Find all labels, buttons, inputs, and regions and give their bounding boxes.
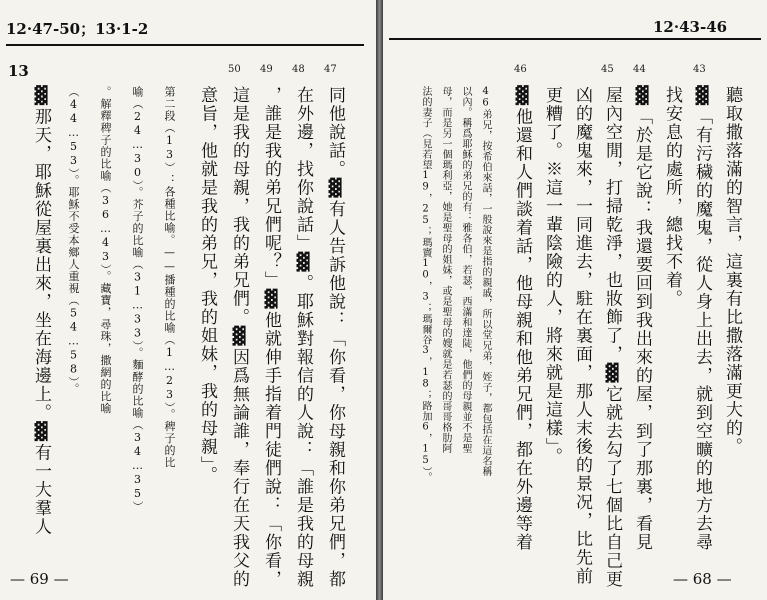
text-column: 更糟了。※這一輩陰險的人，將來就是這樣」。	[542, 86, 562, 466]
book-gutter	[376, 0, 383, 600]
text-column: ，誰是我的弟兄們呢？」▓他就伸手指着門徒們說：「你看，	[261, 86, 281, 589]
text-column: 這是我的母親，我的弟兄們。▓因爲無論誰，奉行在天我父的	[229, 86, 249, 589]
right-page	[383, 0, 767, 600]
right-running-header: 12·43-46	[653, 18, 728, 36]
text-column: ▓他還和人們談着話，他母親和他弟兄們，都在外邊等着	[512, 86, 532, 552]
footnote-column: 46弟兄，按希伯來話，一般說來是指的親戚，所以堂兄弟，姪子，都包括在這名稱	[480, 86, 491, 477]
text-column: 屋內空閒，打掃乾淨，也妝飾了，▓它就去勾了七個比自己更	[602, 86, 622, 589]
text-column: ▓「於是它說：我還要回到我出來的屋，到了那裏，看見	[632, 86, 652, 552]
text-column: ▓「有污穢的魔鬼，從人身上出去，就到空曠的地方去尋	[692, 86, 712, 552]
text-column: 意旨，他就是我的弟兄，我的姐妹，我的母親」。	[197, 86, 217, 485]
footnote-column: 法的妻子（見若望19，25；瑪竇10，3；瑪爾谷3，18；路加6，15）。	[420, 86, 431, 483]
text-column: 同他說話。▓有人告訴他說：「你看，你母親和你弟兄們，都	[325, 86, 345, 589]
text-column: 找安息的處所，總找不着。	[662, 86, 682, 308]
section-summary-column: 喻（24…30）。芥子的比喻（31…33）。麵酵的比喻（34…35）	[131, 86, 144, 513]
left-header-rule	[6, 44, 364, 46]
verse-number: 47	[324, 64, 337, 75]
section-summary-column: 第二段（13）：各種比喻。——播種的比喻（1…23）。稗子的比	[163, 86, 176, 469]
verse-number: 43	[693, 64, 706, 75]
chapter-number: 13	[8, 62, 29, 80]
left-running-header: 12·47-50；13·1-2	[6, 20, 149, 38]
text-column: 在外邊，找你說話」▓。耶穌對報信的人說：「誰是我的母親	[293, 86, 313, 589]
right-page-number: — 68 —	[673, 570, 732, 588]
section-summary-column: 。解釋稗子的比喻（36…43）。藏寶，尋珠，撒網的比喻	[99, 86, 112, 415]
left-page	[0, 0, 376, 600]
section-summary-column: （44…53）。耶穌不受本鄉人重視（54…58）。	[67, 86, 80, 395]
right-header-rule	[389, 38, 761, 40]
left-page-number: — 69 —	[10, 570, 69, 588]
verse-number: 49	[260, 64, 273, 75]
text-column: ▓那天，耶穌從屋裏出來，坐在海邊上。▓有一大羣人	[31, 86, 51, 536]
verse-number: 45	[601, 64, 614, 75]
text-column: 聽取撒落滿的智言，這裏有比撒落滿更大的。	[722, 86, 742, 456]
footnote-column: 以內。稱爲耶穌的弟兄的有：雅各伯，若瑟，西滿和達陡，他們的母親並不是聖	[460, 86, 471, 454]
verse-number: 44	[633, 64, 646, 75]
verse-number: 50	[228, 64, 241, 75]
text-column: 凶的魔鬼來，一同進去，駐在裏面，那人末後的景况，比先前	[572, 86, 592, 586]
footnote-column: 母，而是另一個瑪利亞，她是聖母的姐妹，或是聖母的嫂就是若瑟的哥哥格肋阿	[440, 86, 451, 454]
verse-number: 48	[292, 64, 305, 75]
verse-number: 46	[514, 64, 527, 75]
